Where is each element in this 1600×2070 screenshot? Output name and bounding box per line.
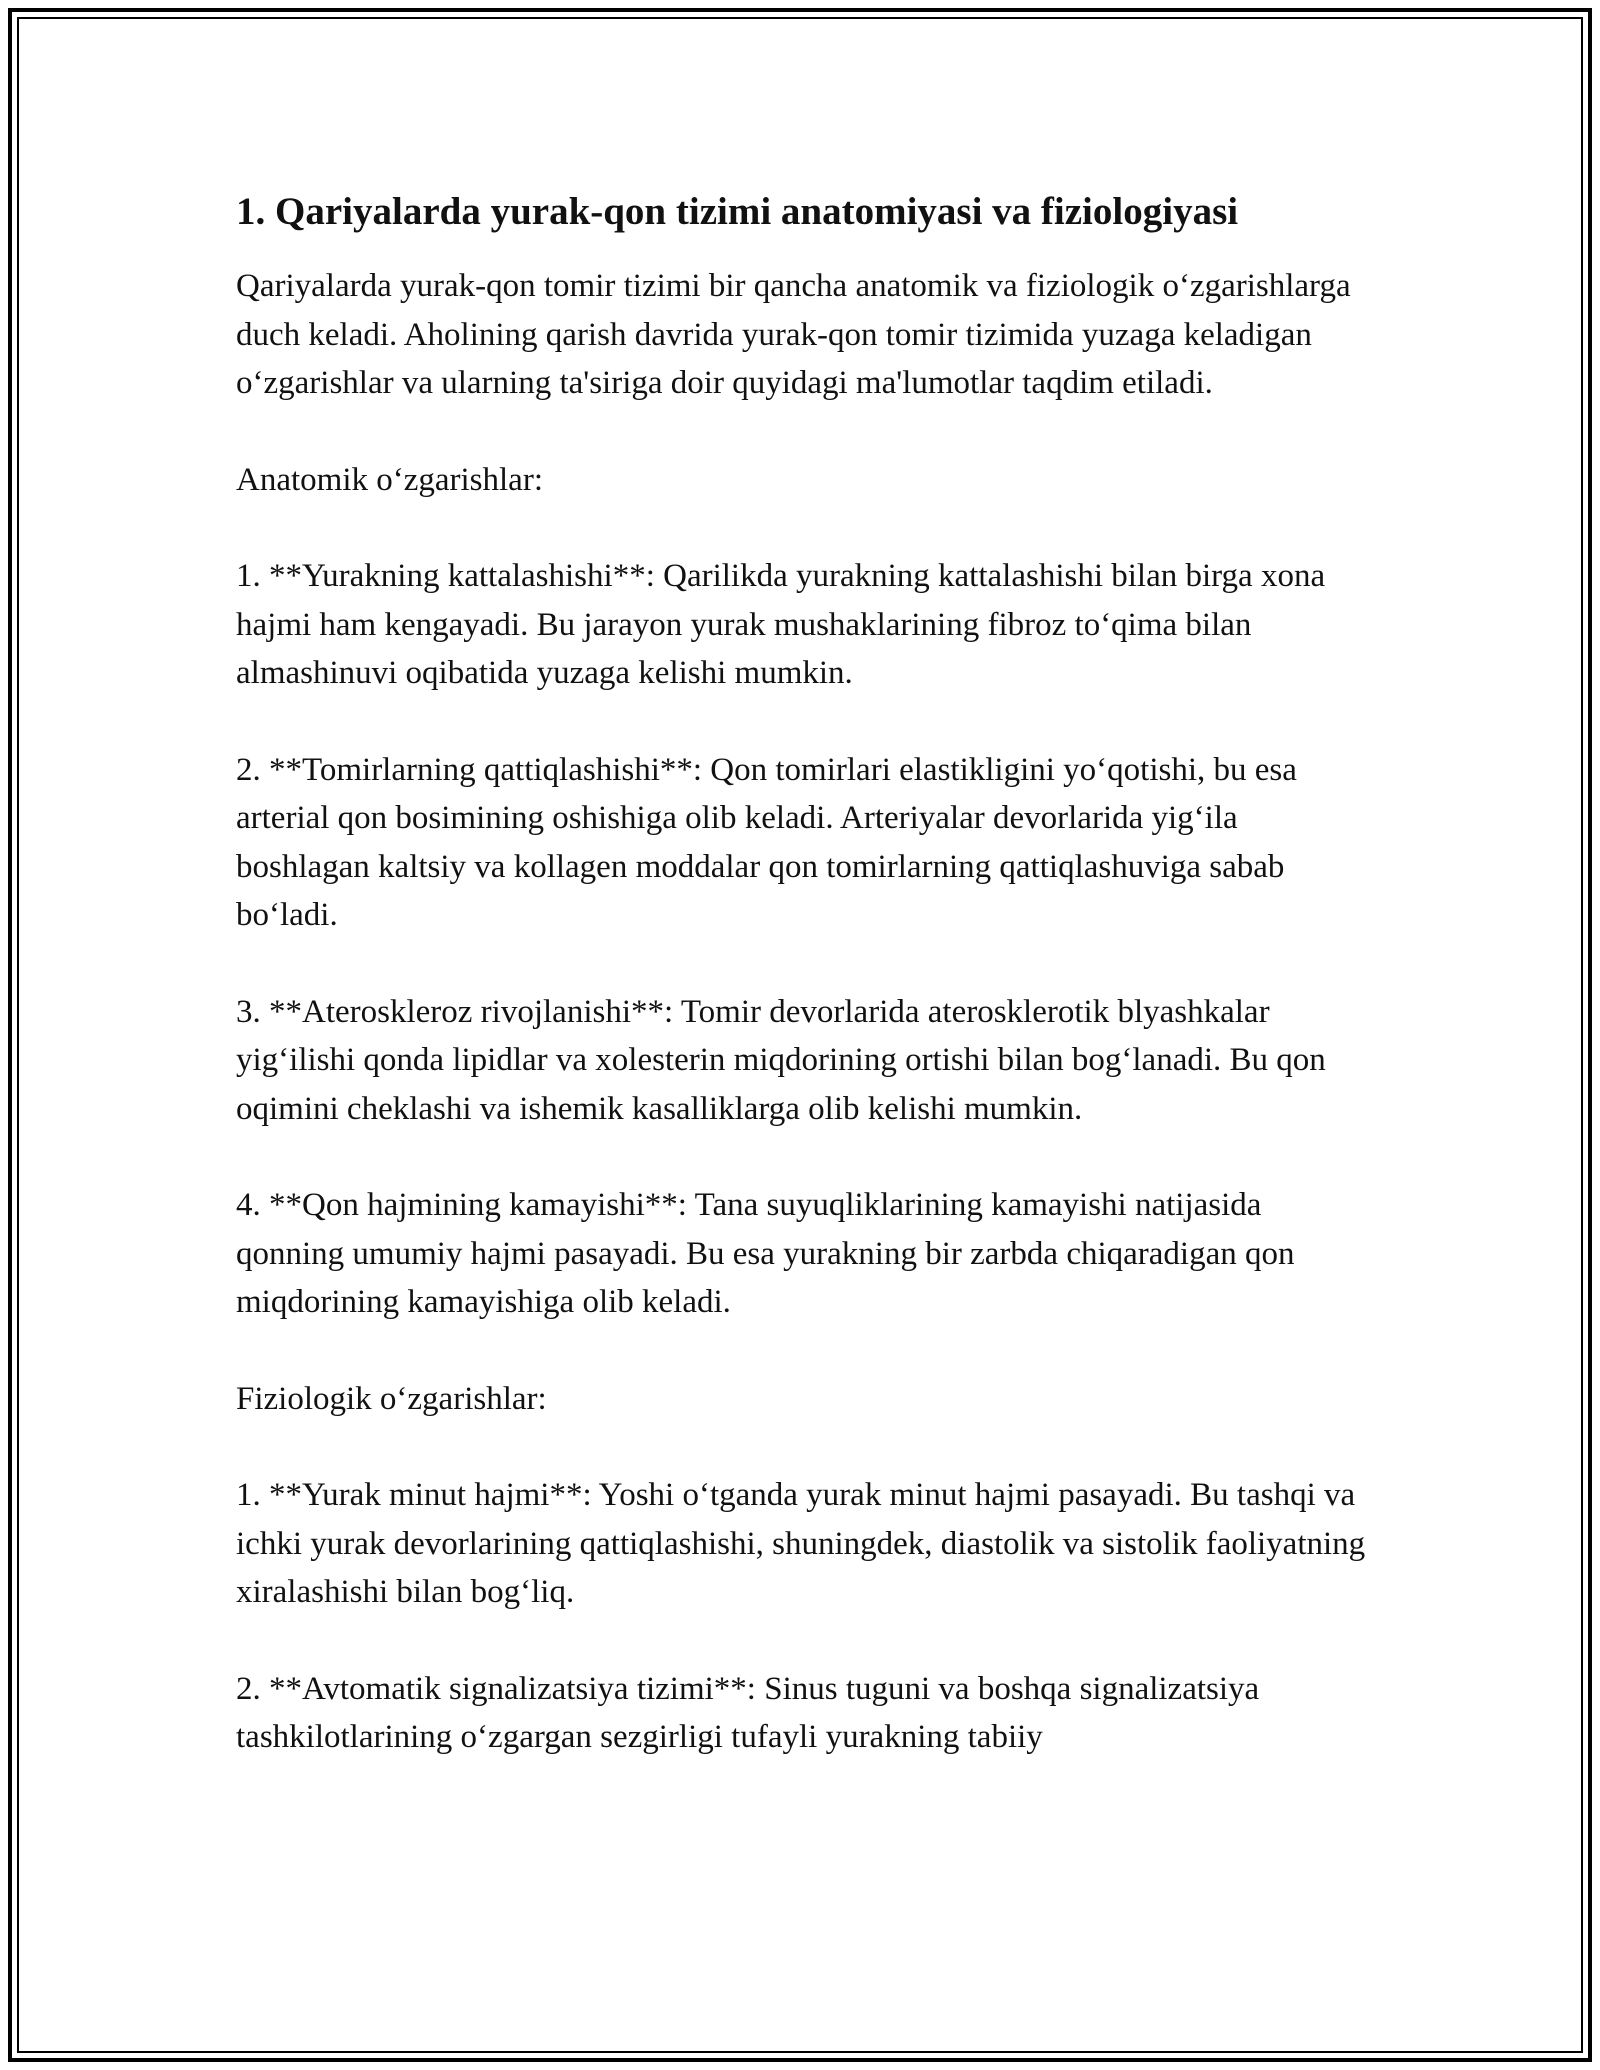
intro-paragraph: Qariyalarda yurak-qon tomir tizimi bir qancha anatomik va fiziologik o‘zgarishlarga duch keladi. Aholining qarish davrida yurak-qon tomir tizimida yuzaga keladigan o‘zgarishlar va ularning ta'siriga doir quyidagi ma'lumotlar taqdim etiladi. [236, 268, 1351, 401]
physiological-changes-heading: Fiziologik o‘zgarishlar: [236, 1380, 547, 1417]
physiological-item: 1. **Yurak minut hajmi**: Yoshi o‘tganda yurak minut hajmi pasayadi. Bu tashqi va ichki yurak devorlarining qattiqlashishi, shuningdek, diastolik va sistolik faoliyatning xiralashishi bilan bog‘liq. [236, 1477, 1366, 1610]
anatomical-item: 1. **Yurakning kattalashishi**: Qarilikda yurakning kattalashishi bilan birga xona hajmi ham kengayadi. Bu jarayon yurak mushaklarining fibroz to‘qima bilan almashinuvi oqibatida yuzaga kelishi mumkin. [236, 558, 1326, 691]
physiological-item: 2. **Avtomatik signalizatsiya tizimi**: Sinus tuguni va boshqa signalizatsiya tashkilotlarining o‘zgargan sezgirligi tufayli yurakning tabiiy [236, 1670, 1260, 1755]
anatomical-item: 4. **Qon hajmining kamayishi**: Tana suyuqliklarining kamayishi natijasida qonning umumiy hajmi pasayadi. Bu esa yurakning bir zarbda chiqaradigan qon miqdorining kamayishiga olib keladi. [236, 1187, 1295, 1320]
anatomical-changes-heading: Anatomik o‘zgarishlar: [236, 461, 543, 498]
document-body [236, 186, 1376, 1810]
anatomical-item: 3. **Ateroskleroz rivojlanishi**: Tomir devorlarida aterosklerotik blyashkalar yig‘ilishi qonda lipidlar va xolesterin miqdorining ortishi bilan bog‘lanadi. Bu qon oqimini cheklashi va ishemik kasalliklarga olib kelishi mumkin. [236, 993, 1326, 1127]
anatomical-item: 2. **Tomirlarning qattiqlashishi**: Qon tomirlari elastikligini yo‘qotishi, bu esa arterial qon bosimining oshishiga olib keladi. Arteriyalar devorlarida yig‘ila boshlagan kaltsiy va kollagen moddalar qon tomirlarning qattiqlashuviga sabab bo‘ladi. [236, 751, 1297, 933]
section-title: 1. Qariyalarda yurak-qon tizimi anatomiyasi va fiziologiyasi [236, 190, 1239, 233]
